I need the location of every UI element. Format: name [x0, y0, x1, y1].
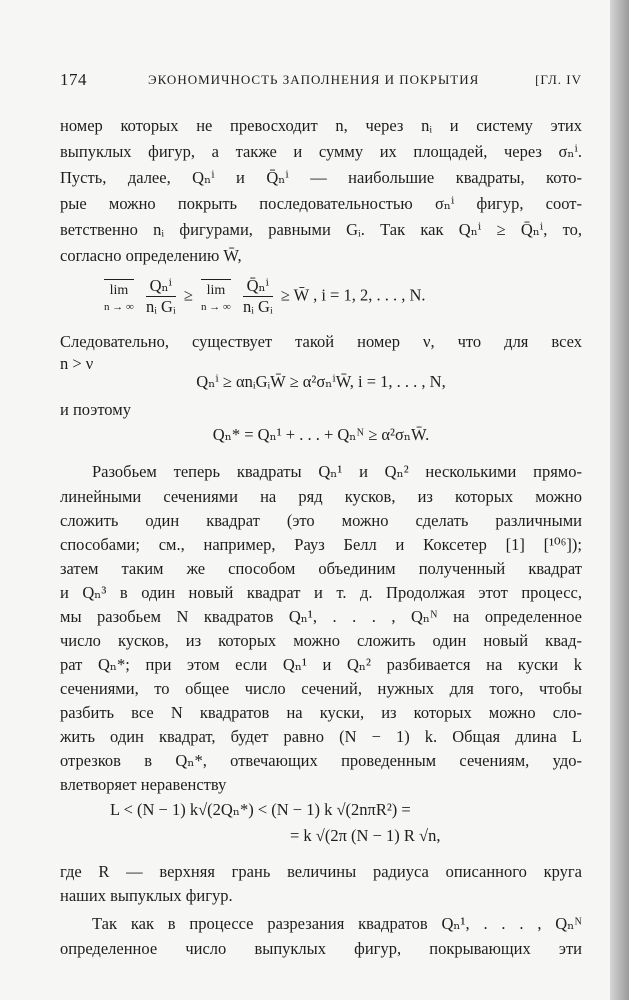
formula-inequality: Qₙⁱ ≥ αnᵢGᵢW̄ ≥ α²σₙⁱW̄, i = 1, . . . , N,	[196, 372, 446, 391]
text-line: линейными сечениями на ряд кусков, из которых можно	[60, 487, 582, 506]
text-line: влетворяет неравенству	[60, 775, 227, 794]
text-line: число кусков, из которых можно сложить один новый квад-	[60, 631, 582, 650]
text-line: и поэтому	[60, 400, 131, 419]
text-line: рые можно покрыть последовательностью σₙⁱ фигур, соот-	[60, 194, 582, 213]
page-number: 174	[60, 70, 87, 89]
formula-limit: lim n → ∞ $\frac{\text{Qₙⁱ}}{\text{nᵢ Gᵢ}}$ ≥ lim n → ∞ $\frac{\text{Q̄ₙⁱ}}{\text{nᵢ Gᵢ}}$ ≥ W̄ , i = 1, 2, . . . , N.	[104, 276, 426, 316]
formula-length-2: = k √(2π (N − 1) R √n,	[290, 826, 441, 845]
text-line: ветственно nᵢ фигурами, равными Gᵢ. Так как Qₙⁱ ≥ Q̄ₙⁱ, то,	[60, 220, 582, 239]
text-line: Следовательно, существует такой номер ν, что для всех	[60, 332, 582, 351]
text-line: отрезков в Qₙ*, отвечающих проведенным сечениям, удо-	[60, 751, 582, 770]
text-line: где R — верхняя грань величины радиуса описанного круга	[60, 862, 582, 881]
text-line: сложить один квадрат (это можно сделать различными	[60, 511, 582, 530]
text-line: Так как в процессе разрезания квадратов Qₙ¹, . . . , Qₙᴺ	[92, 914, 582, 933]
text-line: наших выпуклых фигур.	[60, 886, 233, 905]
text-line: сечениями, то общее число сечений, нужных для того, чтобы	[60, 679, 582, 698]
text-line: способами; см., например, Рауз Белл и Коксетер [1] [¹⁰⁶]);	[60, 535, 582, 554]
lim-operator: lim n → ∞	[201, 279, 231, 314]
text-line: мы разобьем N квадратов Qₙ¹, . . . , Qₙᴺ на определенное	[60, 607, 582, 626]
text-line: n > ν	[60, 354, 94, 373]
text-line: разбить все N квадратов на куски, из которых можно сло-	[60, 703, 582, 722]
text-line: согласно определению W̄,	[60, 246, 242, 265]
text-line: затем таким же способом объединим полученный квадрат	[60, 559, 582, 578]
text-line: и Qₙ³ в один новый квадрат и т. д. Продолжая этот процесс,	[60, 583, 582, 602]
text-line: рат Qₙ*; при этом если Qₙ¹ и Qₙ² разбивается на куски k	[60, 655, 582, 674]
text-line: Пусть, далее, Qₙⁱ и Q̄ₙⁱ — наибольшие квадраты, кото-	[60, 168, 582, 187]
text-line: выпуклых фигур, а также и сумму их площадей, через σₙⁱ.	[60, 142, 582, 161]
formula-sum: Qₙ* = Qₙ¹ + . . . + Qₙᴺ ≥ α²σₙW̄.	[212, 425, 430, 444]
text-line: определенное число выпуклых фигур, покрывающих эти	[60, 939, 582, 958]
fraction: $\frac{\text{Qₙⁱ}}{\text{nᵢ Gᵢ}}$	[145, 276, 176, 316]
text-line: жить один квадрат, будет равно (N − 1) k. Общая длина L	[60, 727, 582, 746]
chapter-label: [ГЛ. IV	[535, 72, 582, 87]
running-title: ЭКОНОМИЧНОСТЬ ЗАПОЛНЕНИЯ И ПОКРЫТИЯ	[148, 72, 480, 87]
page-edge	[610, 0, 629, 1000]
running-header	[60, 70, 582, 94]
text-line: Разобьем теперь квадраты Qₙ¹ и Qₙ² несколькими прямо-	[92, 462, 582, 481]
formula-length-1: L < (N − 1) k√(2Qₙ*) < (N − 1) k √(2nπR²) =	[110, 800, 411, 819]
text-line: номер которых не превосходит n, через nᵢ и систему этих	[60, 116, 582, 135]
fraction: $\frac{\text{Q̄ₙⁱ}}{\text{nᵢ Gᵢ}}$	[242, 276, 273, 316]
lim-operator: lim n → ∞	[104, 279, 134, 314]
